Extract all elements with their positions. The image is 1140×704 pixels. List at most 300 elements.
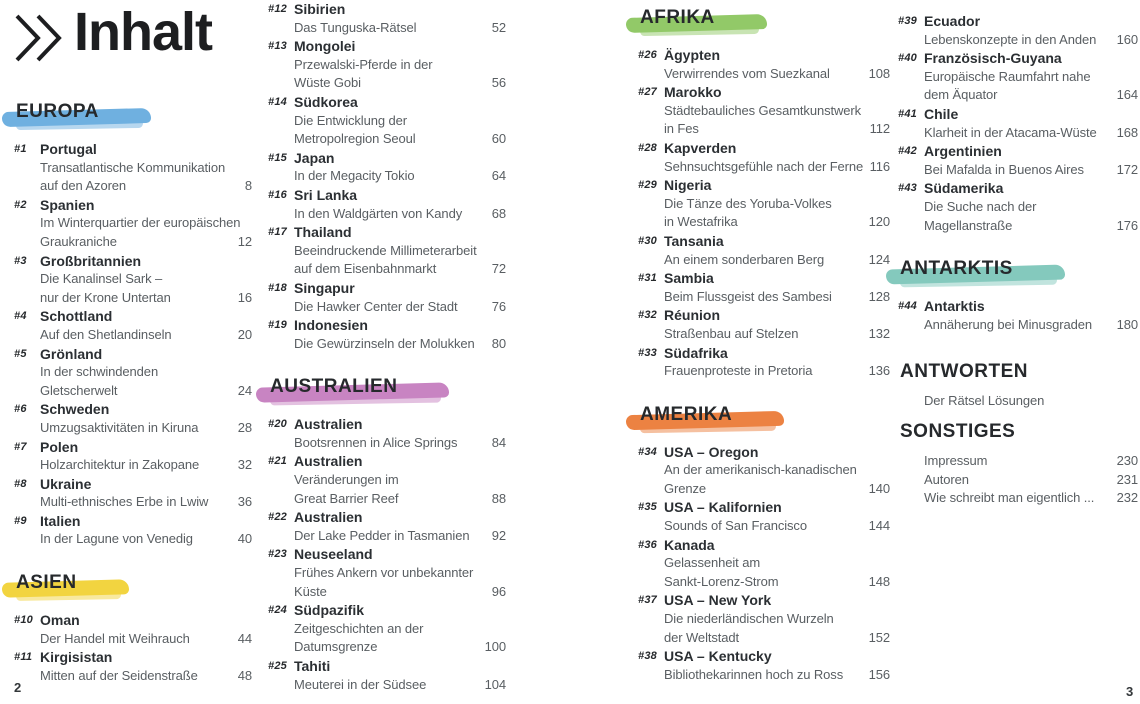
entry-country: Ukraine xyxy=(40,475,92,492)
entry-description-line xyxy=(664,251,890,270)
entry-description-line xyxy=(294,434,506,453)
page-number: 60 xyxy=(491,131,506,147)
description-text: Umzugsaktivitäten in Kiruna xyxy=(40,419,199,435)
toc-entry xyxy=(638,498,890,535)
toc-entry xyxy=(14,140,252,196)
page-number: 100 xyxy=(484,639,506,655)
page-number: 36 xyxy=(237,494,252,510)
entry-body xyxy=(664,269,890,306)
section-header-europa xyxy=(14,100,101,124)
entry-body xyxy=(40,140,252,196)
entry-country: Sri Lanka xyxy=(294,186,358,203)
page-number: 96 xyxy=(491,583,506,599)
description-text: dem Äquator xyxy=(924,87,998,103)
page-number: 24 xyxy=(237,382,252,398)
entry-country: Australien xyxy=(294,509,363,526)
entry-number: #4 xyxy=(14,310,27,323)
entry-country: Argentinien xyxy=(924,143,1002,160)
entry-description-line xyxy=(294,167,506,186)
title-text: Inhalt xyxy=(74,2,212,62)
entry-description-line xyxy=(294,583,506,602)
entry-body xyxy=(294,545,506,601)
entry-description-line xyxy=(294,620,506,639)
description-text: An einem sonderbaren Berg xyxy=(664,251,825,267)
column-2 xyxy=(268,0,506,694)
page-number: 92 xyxy=(491,527,506,543)
entry-body xyxy=(294,93,506,149)
entry-number: #30 xyxy=(638,234,657,247)
entry-country: Japan xyxy=(294,149,335,166)
entry-country: Mongolei xyxy=(294,38,356,55)
section-header-sonstiges xyxy=(898,420,1017,444)
entry-country: Nigeria xyxy=(664,177,712,194)
entry-body xyxy=(664,344,890,381)
toc-entry xyxy=(14,252,252,308)
entry-country: Französisch-Guyana xyxy=(924,50,1062,67)
entry-number: #21 xyxy=(268,455,287,468)
folio-page-number-left: 2 xyxy=(14,680,22,695)
description-text: Klarheit in der Atacama-Wüste xyxy=(924,124,1097,140)
entry-description-line xyxy=(664,480,890,499)
entry-description-line xyxy=(664,573,890,592)
entry-number: #42 xyxy=(898,145,917,158)
entry-number: #6 xyxy=(14,403,27,416)
toc-entry xyxy=(638,344,890,381)
entry-description-line xyxy=(294,564,506,583)
toc-entry xyxy=(898,49,1138,105)
page-number: 104 xyxy=(484,676,506,692)
entry-country: Australien xyxy=(294,453,363,470)
entry-number: #29 xyxy=(638,179,657,192)
entry-number: #22 xyxy=(268,511,287,524)
entry-description-line xyxy=(664,213,890,232)
entry-country: Südkorea xyxy=(294,93,358,110)
entry-body xyxy=(294,186,506,223)
description-text: Die Tänze des Yoruba-Volkes xyxy=(664,195,832,211)
double-chevron-icon xyxy=(12,12,64,64)
description-text: Gletscherwelt xyxy=(40,382,118,398)
entry-description-line xyxy=(924,68,1138,87)
entry-country: Ecuador xyxy=(924,13,981,29)
entry-body xyxy=(294,279,506,316)
toc-entry xyxy=(638,536,890,592)
description-text: Lebenskonzepte in den Anden xyxy=(924,31,1097,47)
entry-body xyxy=(40,438,252,475)
description-text: Annäherung bei Minusgraden xyxy=(924,316,1092,332)
entry-number: #5 xyxy=(14,347,27,360)
description-text: Die Suche nach der xyxy=(924,198,1037,214)
entry-body xyxy=(664,591,890,647)
entry-description-line xyxy=(40,667,252,686)
entry-country: Ägypten xyxy=(664,47,720,63)
entry-number: #41 xyxy=(898,107,917,120)
entry-description-line xyxy=(664,610,890,629)
entry-body xyxy=(924,179,1138,235)
entry-number: #32 xyxy=(638,309,657,322)
entry-description-line xyxy=(294,260,506,279)
page-number: 120 xyxy=(868,214,890,230)
page-number: 124 xyxy=(868,251,890,267)
entry-description-line xyxy=(294,242,506,261)
entry-description-line xyxy=(40,382,252,401)
page-number: 44 xyxy=(237,630,252,646)
entry-description-line xyxy=(294,19,506,38)
description-text: Great Barrier Reef xyxy=(294,490,399,506)
entry-country: Großbritannien xyxy=(40,252,142,269)
misc-line xyxy=(898,489,1138,508)
toc-entry xyxy=(898,179,1138,235)
entry-number: #17 xyxy=(268,226,287,239)
entry-description-line xyxy=(40,289,252,308)
entry-number: #36 xyxy=(638,538,657,551)
page-number: 140 xyxy=(868,480,890,496)
description-text: Sounds of San Francisco xyxy=(664,518,807,534)
description-text: Bibliothekarinnen hoch zu Ross xyxy=(664,666,844,682)
toc-entry xyxy=(14,611,252,648)
entry-description-line xyxy=(664,102,890,121)
entry-body xyxy=(924,105,1138,142)
entry-description-line xyxy=(294,74,506,93)
entry-description-line xyxy=(40,159,252,178)
entry-country: Indonesien xyxy=(294,317,368,334)
toc-entry xyxy=(268,37,506,93)
entry-body xyxy=(40,512,252,549)
page-number: 172 xyxy=(1116,161,1138,177)
entry-body xyxy=(40,611,252,648)
description-text: Der Lake Pedder in Tasmanien xyxy=(294,527,470,543)
page-number: 168 xyxy=(1116,124,1138,140)
entry-body xyxy=(294,601,506,657)
entry-body xyxy=(294,37,506,93)
entry-body xyxy=(664,306,890,343)
toc-entry xyxy=(638,83,890,139)
entry-country: Kanada xyxy=(664,536,715,553)
entry-body xyxy=(294,223,506,279)
entry-body xyxy=(664,443,890,499)
toc-entry xyxy=(268,0,506,37)
entry-body xyxy=(40,400,252,437)
toc-entry xyxy=(14,475,252,512)
toc-entry xyxy=(638,591,890,647)
description-text: Verwirrendes vom Suezkanal xyxy=(664,65,830,81)
entry-description-line xyxy=(40,630,252,649)
description-text: Wie schreibt man eigentlich ... xyxy=(924,490,1095,506)
page-number: 20 xyxy=(237,326,252,342)
description-text: Transatlantische Kommunikation xyxy=(40,159,226,175)
page-number: 76 xyxy=(491,298,506,314)
toc-entry xyxy=(14,438,252,475)
entry-description-line xyxy=(294,676,506,695)
entry-description-line xyxy=(664,461,890,480)
description-text: Sankt-Lorenz-Strom xyxy=(664,573,779,589)
column-4 xyxy=(898,12,1138,508)
page-number: 152 xyxy=(868,629,890,645)
description-text: Die Entwicklung der xyxy=(294,112,407,128)
toc-entry xyxy=(638,443,890,499)
entry-country: Sambia xyxy=(664,270,714,287)
entry-description-line xyxy=(924,198,1138,217)
page-number: 128 xyxy=(868,288,890,304)
page-number: 144 xyxy=(868,518,890,534)
entry-country: Polen xyxy=(40,438,79,455)
section-header-australien xyxy=(268,375,399,399)
description-text: Sehnsuchtsgefühle nach der Ferne xyxy=(664,158,864,174)
entry-country: USA – Oregon xyxy=(664,443,759,460)
section-label: ANTWORTEN xyxy=(900,361,1028,383)
toc-entry xyxy=(638,232,890,269)
page-number: 52 xyxy=(491,19,506,35)
description-text: In den Waldgärten von Kandy xyxy=(294,205,463,221)
entry-description-line xyxy=(294,112,506,131)
description-text: Beim Flussgeist des Sambesi xyxy=(664,288,832,304)
section-label: EUROPA xyxy=(16,101,99,122)
entry-body xyxy=(664,232,890,269)
page-number: 64 xyxy=(491,168,506,184)
entry-country: USA – Kentucky xyxy=(664,648,772,665)
toc-entry xyxy=(898,105,1138,142)
entry-number: #38 xyxy=(638,650,657,663)
entry-body xyxy=(924,297,1138,334)
entry-number: #13 xyxy=(268,40,287,53)
entry-country: Schweden xyxy=(40,401,110,418)
entry-description-line xyxy=(40,363,252,382)
description-text: Die Kanalinsel Sark – xyxy=(40,271,163,287)
entry-description-line xyxy=(664,325,890,344)
description-text: An der amerikanisch-kanadischen xyxy=(664,462,857,478)
description-text: Städtebauliches Gesamtkunstwerk xyxy=(664,102,862,118)
entry-body xyxy=(924,142,1138,179)
entry-country: Tahiti xyxy=(294,658,331,674)
entry-country: Südpazifik xyxy=(294,602,365,619)
section-label: AUSTRALIEN xyxy=(270,376,398,398)
entry-country: Kapverden xyxy=(664,139,737,156)
page-number: 160 xyxy=(1116,31,1138,47)
entry-description-line xyxy=(924,217,1138,236)
description-text: Wüste Gobi xyxy=(294,75,361,91)
description-text: In der schwindenden xyxy=(40,364,159,380)
description-text: Frühes Ankern vor unbekannter xyxy=(294,565,474,581)
entry-country: USA – Kalifornien xyxy=(664,499,782,516)
misc-line xyxy=(898,471,1138,490)
entry-description-line xyxy=(664,120,890,139)
page-number: 80 xyxy=(491,335,506,351)
page-number: 28 xyxy=(237,419,252,435)
description-text: In der Megacity Tokio xyxy=(294,168,415,184)
entry-number: #10 xyxy=(14,614,33,627)
misc-line xyxy=(898,452,1138,471)
entry-number: #7 xyxy=(14,440,27,453)
entry-description-line xyxy=(664,517,890,536)
entry-country: Singapur xyxy=(294,279,355,296)
description-text: Frauenproteste in Pretoria xyxy=(664,363,813,379)
description-text: in Fes xyxy=(664,121,699,137)
section-label: AFRIKA xyxy=(640,7,715,28)
toc-entry xyxy=(268,657,506,694)
entry-body xyxy=(664,498,890,535)
entry-description-line xyxy=(40,326,252,345)
page-number: 16 xyxy=(237,289,252,305)
description-text: nur der Krone Untertan xyxy=(40,289,171,305)
description-text: Die Hawker Center der Stadt xyxy=(294,298,458,314)
description-text: auf den Azoren xyxy=(40,178,127,194)
toc-entry xyxy=(14,345,252,401)
description-text: Mitten auf der Seidenstraße xyxy=(40,667,198,683)
entry-number: #23 xyxy=(268,548,287,561)
entry-number: #12 xyxy=(268,3,287,15)
description-text: Multi-ethnisches Erbe in Lwiw xyxy=(40,494,209,510)
page-number: 48 xyxy=(237,667,252,683)
entry-description-line xyxy=(924,124,1138,143)
toc-entry xyxy=(14,196,252,252)
description-text: Die niederländischen Wurzeln xyxy=(664,611,834,627)
description-text: Der Rätsel Lösungen xyxy=(924,393,1045,409)
page-number: 116 xyxy=(869,158,890,174)
entry-description-line xyxy=(294,490,506,509)
toc-entry xyxy=(638,176,890,232)
toc-entry xyxy=(268,316,506,353)
section-header-antarktis xyxy=(898,257,1015,281)
description-text: in Westafrika xyxy=(664,214,738,230)
entry-number: #15 xyxy=(268,151,287,164)
entry-number: #28 xyxy=(638,141,657,154)
entry-description-line xyxy=(294,638,506,657)
toc-entry xyxy=(14,648,252,685)
page-number: 84 xyxy=(491,434,506,450)
page-number: 232 xyxy=(1116,490,1138,506)
entry-body xyxy=(294,0,506,37)
toc-entry xyxy=(268,223,506,279)
page-number: 12 xyxy=(237,233,252,249)
page-number: 40 xyxy=(237,531,252,547)
entry-country: Portugal xyxy=(40,141,97,157)
description-text: Der Handel mit Weihrauch xyxy=(40,630,190,646)
entry-body xyxy=(40,345,252,401)
toc-entry xyxy=(14,307,252,344)
page-number: 231 xyxy=(1116,471,1138,487)
entry-description-line xyxy=(294,56,506,75)
description-text: Küste xyxy=(294,583,327,599)
page-number: 148 xyxy=(868,573,890,589)
entry-description-line xyxy=(924,161,1138,180)
entry-country: Tansania xyxy=(664,232,724,249)
section-header-afrika xyxy=(638,6,717,30)
entry-description-line xyxy=(664,195,890,214)
entry-body xyxy=(294,508,506,545)
entry-description-line xyxy=(40,530,252,549)
toc-entry xyxy=(14,512,252,549)
entry-country: Spanien xyxy=(40,196,95,213)
entry-country: Marokko xyxy=(664,84,722,101)
entry-number: #26 xyxy=(638,49,657,61)
entry-description-line xyxy=(294,471,506,490)
entry-body xyxy=(40,475,252,512)
entry-description-line xyxy=(294,335,506,354)
entry-number: #37 xyxy=(638,594,657,607)
toc-entry xyxy=(268,452,506,508)
page-number: 8 xyxy=(244,178,252,194)
section-header-asien xyxy=(14,571,79,595)
page-number: 72 xyxy=(491,261,506,277)
entry-country: Réunion xyxy=(664,307,720,324)
entry-number: #9 xyxy=(14,514,27,527)
entry-body xyxy=(664,176,890,232)
entry-country: Antarktis xyxy=(924,298,985,315)
description-text: Beeindruckende Millimeterarbeit xyxy=(294,242,477,258)
entry-description-line xyxy=(294,205,506,224)
toc-entry xyxy=(268,508,506,545)
entry-number: #44 xyxy=(898,300,917,313)
entry-country: Sibirien xyxy=(294,1,346,17)
toc-entry xyxy=(638,46,890,83)
entry-number: #43 xyxy=(898,182,917,195)
page-number: 132 xyxy=(868,325,890,341)
entry-country: Schottland xyxy=(40,308,113,325)
description-text: Impressum xyxy=(924,452,988,468)
entry-country: Grönland xyxy=(40,345,103,362)
page-number: 164 xyxy=(1116,87,1138,103)
entry-number: #39 xyxy=(898,15,917,27)
entry-description-line xyxy=(40,214,252,233)
page-number: 136 xyxy=(868,363,890,379)
description-text: Autoren xyxy=(924,471,969,487)
entry-number: #40 xyxy=(898,52,917,65)
entry-description-line xyxy=(664,666,890,685)
entry-description-line xyxy=(664,158,890,177)
entry-number: #3 xyxy=(14,254,27,267)
entry-body xyxy=(40,252,252,308)
description-text: Im Winterquartier der europäischen xyxy=(40,215,241,231)
page-number: 56 xyxy=(491,75,506,91)
toc-entry xyxy=(268,93,506,149)
page-title xyxy=(12,4,212,64)
page-number: 180 xyxy=(1116,316,1138,332)
entry-description-line xyxy=(40,233,252,252)
page-number: 176 xyxy=(1116,217,1138,233)
entry-number: #18 xyxy=(268,281,287,294)
entry-body xyxy=(664,139,890,176)
entry-country: Kirgisistan xyxy=(40,649,113,666)
entry-country: Neuseeland xyxy=(294,546,373,563)
description-text: Das Tunguska-Rätsel xyxy=(294,19,417,35)
entry-number: #19 xyxy=(268,319,287,332)
entry-body xyxy=(294,149,506,186)
entry-country: Südafrika xyxy=(664,344,728,361)
entry-description-line xyxy=(40,270,252,289)
description-text: Bootsrennen in Alice Springs xyxy=(294,434,458,450)
entry-number: #20 xyxy=(268,418,287,431)
entry-description-line xyxy=(294,130,506,149)
toc-entry xyxy=(268,415,506,452)
page-number: 230 xyxy=(1116,452,1138,468)
section-header-amerika xyxy=(638,403,734,427)
misc-line xyxy=(898,392,1138,411)
description-text: In der Lagune von Venedig xyxy=(40,531,193,547)
section-header-antworten xyxy=(898,360,1030,384)
entry-number: #31 xyxy=(638,272,657,285)
toc-entry xyxy=(268,601,506,657)
description-text: Zeitgeschichten an der xyxy=(294,620,424,636)
description-text: Bei Mafalda in Buenos Aires xyxy=(924,161,1084,177)
entry-number: #8 xyxy=(14,477,27,490)
entry-body xyxy=(664,647,890,684)
entry-number: #1 xyxy=(14,143,27,155)
entry-country: Italien xyxy=(40,512,81,529)
entry-country: Chile xyxy=(924,105,959,122)
entry-description-line xyxy=(664,362,890,381)
page-number: 112 xyxy=(869,121,890,137)
entry-body xyxy=(294,452,506,508)
entry-country: USA – New York xyxy=(664,592,772,609)
